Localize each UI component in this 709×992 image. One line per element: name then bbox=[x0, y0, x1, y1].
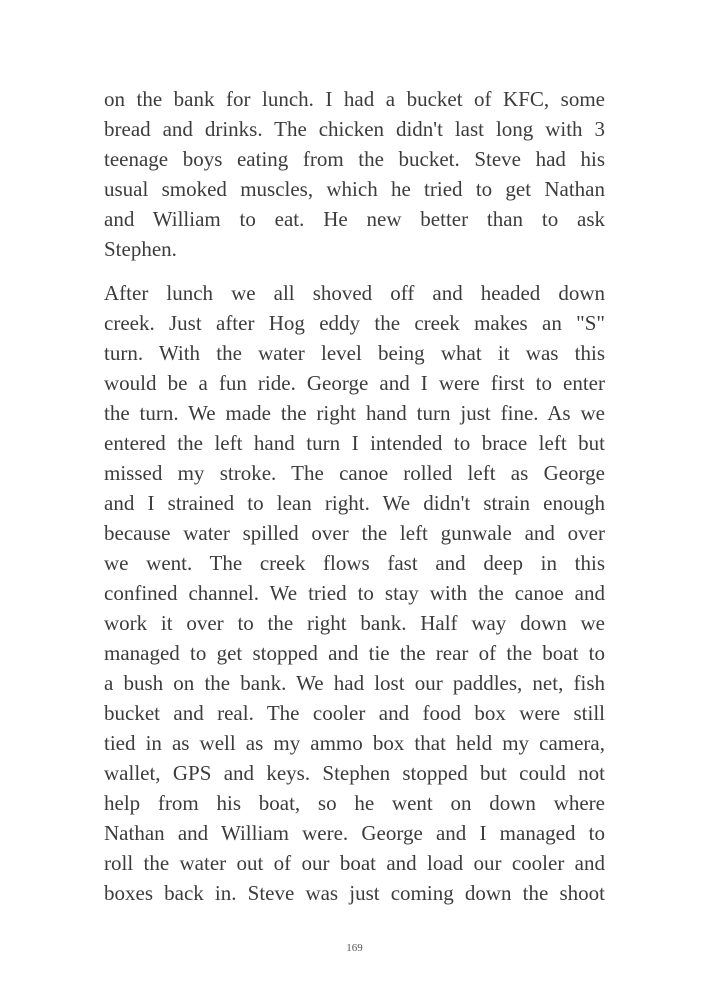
text-line: teenage boys eating from the bucket. Steve had his bbox=[104, 147, 605, 171]
text-line: help from his boat, so he went on down where bbox=[104, 791, 605, 815]
text-line: work it over to the right bank. Half way down we bbox=[104, 611, 605, 635]
text-line: usual smoked muscles, which he tried to get Nathan bbox=[104, 177, 605, 201]
text-line: we went. The creek flows fast and deep in this bbox=[104, 551, 605, 575]
text-line: creek. Just after Hog eddy the creek makes an "S" bbox=[104, 311, 605, 335]
text-line: on the bank for lunch. I had a bucket of KFC, some bbox=[104, 87, 605, 111]
text-line: Stephen. bbox=[104, 237, 177, 261]
text-line: missed my stroke. The canoe rolled left as George bbox=[104, 461, 605, 485]
text-line: tied in as well as my ammo box that held my camera, bbox=[104, 731, 605, 755]
paragraph-canoe-roll bbox=[104, 278, 605, 908]
text-line: roll the water out of our boat and load our cooler and bbox=[104, 851, 605, 875]
text-line: would be a fun ride. George and I were first to enter bbox=[104, 371, 605, 395]
text-line: bucket and real. The cooler and food box were still bbox=[104, 701, 605, 725]
text-line: entered the left hand turn I intended to brace left but bbox=[104, 431, 605, 455]
text-line: bread and drinks. The chicken didn't last long with 3 bbox=[104, 117, 605, 141]
text-line: because water spilled over the left gunwale and over bbox=[104, 521, 605, 545]
text-line: confined channel. We tried to stay with the canoe and bbox=[104, 581, 605, 605]
text-line: turn. With the water level being what it was this bbox=[104, 341, 605, 365]
text-line: boxes back in. Steve was just coming down the shoot bbox=[104, 881, 605, 905]
text-line: managed to get stopped and tie the rear of the boat to bbox=[104, 641, 605, 665]
text-line: wallet, GPS and keys. Stephen stopped but could not bbox=[104, 761, 605, 785]
paragraph-lunch bbox=[104, 84, 605, 264]
text-line: Nathan and William were. George and I managed to bbox=[104, 821, 605, 845]
text-line: a bush on the bank. We had lost our paddles, net, fish bbox=[104, 671, 605, 695]
text-line: and I strained to lean right. We didn't strain enough bbox=[104, 491, 605, 515]
text-line: and William to eat. He new better than to ask bbox=[104, 207, 605, 231]
text-line: After lunch we all shoved off and headed down bbox=[104, 281, 605, 305]
text-line: the turn. We made the right hand turn just fine. As we bbox=[104, 401, 605, 425]
page-number: 169 bbox=[346, 942, 363, 954]
